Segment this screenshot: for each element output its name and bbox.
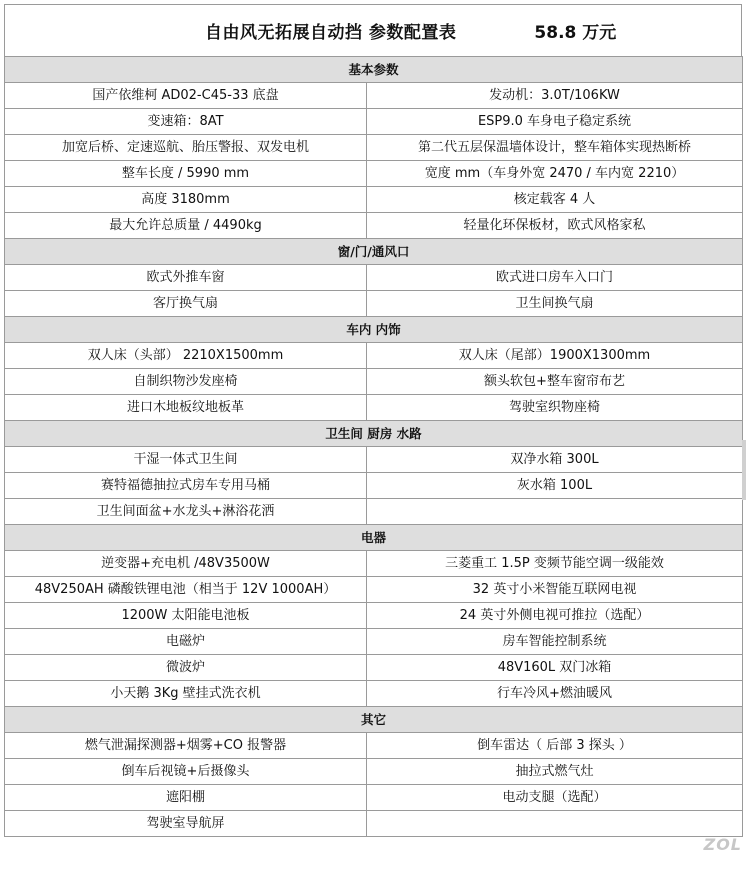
spec-cell-right: 三菱重工 1.5P 变频节能空调一级能效 xyxy=(367,551,743,577)
spec-cell-left: 加宽后桥、定速巡航、胎压警报、双发电机 xyxy=(5,135,367,161)
table-row xyxy=(5,369,743,395)
spec-cell-right: 倒车雷达（ 后部 3 探头 ） xyxy=(367,733,743,759)
table-row xyxy=(5,473,743,499)
table-row xyxy=(5,577,743,603)
section-title: 窗/门/通风口 xyxy=(5,239,743,265)
table-row xyxy=(5,343,743,369)
spec-sheet xyxy=(4,4,742,837)
spec-cell-right: 驾驶室织物座椅 xyxy=(367,395,743,421)
spec-cell-right: 双净水箱 300L xyxy=(367,447,743,473)
spec-cell-left: 变速箱：8AT xyxy=(5,109,367,135)
spec-cell-left: 微波炉 xyxy=(5,655,367,681)
spec-table xyxy=(4,56,743,837)
spec-cell-right: 宽度 mm（车身外宽 2470 / 车内宽 2210） xyxy=(367,161,743,187)
spec-cell-left: 自制织物沙发座椅 xyxy=(5,369,367,395)
section-title: 其它 xyxy=(5,707,743,733)
table-row xyxy=(5,499,743,525)
spec-cell-right: 32 英寸小米智能互联网电视 xyxy=(367,577,743,603)
spec-cell-right: 欧式进口房车入口门 xyxy=(367,265,743,291)
spec-cell-right: 灰水箱 100L xyxy=(367,473,743,499)
table-row xyxy=(5,265,743,291)
scrollbar[interactable] xyxy=(742,440,746,500)
spec-cell-left: 遮阳棚 xyxy=(5,785,367,811)
table-row xyxy=(5,291,743,317)
spec-cell-left: 小天鹅 3Kg 壁挂式洗衣机 xyxy=(5,681,367,707)
spec-cell-left: 整车长度 / 5990 mm xyxy=(5,161,367,187)
spec-cell-left: 高度 3180mm xyxy=(5,187,367,213)
section-header xyxy=(5,525,743,551)
table-row xyxy=(5,395,743,421)
spec-cell-left: 干湿一体式卫生间 xyxy=(5,447,367,473)
section-header xyxy=(5,57,743,83)
spec-cell-right xyxy=(367,811,743,837)
section-header xyxy=(5,421,743,447)
spec-cell-left: 双人床（头部） 2210X1500mm xyxy=(5,343,367,369)
spec-cell-right: 发动机：3.0T/106KW xyxy=(367,83,743,109)
spec-cell-left: 进口木地板纹地板革 xyxy=(5,395,367,421)
spec-cell-right: 24 英寸外侧电视可推拉（选配） xyxy=(367,603,743,629)
table-row xyxy=(5,213,743,239)
spec-cell-right: ESP9.0 车身电子稳定系统 xyxy=(367,109,743,135)
section-title: 车内 内饰 xyxy=(5,317,743,343)
table-row xyxy=(5,785,743,811)
spec-cell-right: 第二代五层保温墙体设计，整车箱体实现热断桥 xyxy=(367,135,743,161)
table-row xyxy=(5,603,743,629)
spec-cell-left: 48V250AH 磷酸铁锂电池（相当于 12V 1000AH） xyxy=(5,577,367,603)
spec-cell-left: 驾驶室导航屏 xyxy=(5,811,367,837)
table-row xyxy=(5,447,743,473)
spec-cell-left: 1200W 太阳能电池板 xyxy=(5,603,367,629)
spec-cell-right: 抽拉式燃气灶 xyxy=(367,759,743,785)
section-title: 基本参数 xyxy=(5,57,743,83)
table-row xyxy=(5,109,743,135)
spec-cell-right: 额头软包+整车窗帘布艺 xyxy=(367,369,743,395)
table-row xyxy=(5,655,743,681)
spec-cell-left: 燃气泄漏探测器+烟雾+CO 报警器 xyxy=(5,733,367,759)
spec-cell-right: 轻量化环保板材，欧式风格家私 xyxy=(367,213,743,239)
spec-cell-left: 倒车后视镜+后摄像头 xyxy=(5,759,367,785)
title-row xyxy=(4,4,742,56)
spec-cell-right: 房车智能控制系统 xyxy=(367,629,743,655)
table-row xyxy=(5,83,743,109)
table-row xyxy=(5,135,743,161)
table-row xyxy=(5,187,743,213)
spec-cell-left: 最大允许总质量 / 4490kg xyxy=(5,213,367,239)
watermark-logo: ZOL xyxy=(703,835,742,854)
spec-cell-right: 双人床（尾部）1900X1300mm xyxy=(367,343,743,369)
spec-cell-right: 核定载客 4 人 xyxy=(367,187,743,213)
spec-cell-right: 48V160L 双门冰箱 xyxy=(367,655,743,681)
section-header xyxy=(5,239,743,265)
spec-cell-right: 电动支腿（选配） xyxy=(367,785,743,811)
spec-cell-left: 电磁炉 xyxy=(5,629,367,655)
spec-cell-left: 国产依维柯 AD02-C45-33 底盘 xyxy=(5,83,367,109)
spec-cell-left: 赛特福德抽拉式房车专用马桶 xyxy=(5,473,367,499)
spec-cell-left: 卫生间面盆+水龙头+淋浴花洒 xyxy=(5,499,367,525)
table-row xyxy=(5,681,743,707)
section-header xyxy=(5,707,743,733)
table-row xyxy=(5,811,743,837)
table-row xyxy=(5,733,743,759)
spec-cell-left: 客厅换气扇 xyxy=(5,291,367,317)
section-title: 卫生间 厨房 水路 xyxy=(5,421,743,447)
section-header xyxy=(5,317,743,343)
table-row xyxy=(5,551,743,577)
spec-cell-right: 卫生间换气扇 xyxy=(367,291,743,317)
table-row xyxy=(5,629,743,655)
section-title: 电器 xyxy=(5,525,743,551)
table-row xyxy=(5,161,743,187)
spec-cell-left: 欧式外推车窗 xyxy=(5,265,367,291)
spec-cell-right: 行车冷风+燃油暖风 xyxy=(367,681,743,707)
table-row xyxy=(5,759,743,785)
page-title: 自由风无拓展自动挡 参数配置表 xyxy=(205,23,457,43)
price-label: 58.8 万元 xyxy=(534,23,617,43)
spec-cell-right xyxy=(367,499,743,525)
spec-cell-left: 逆变器+充电机 /48V3500W xyxy=(5,551,367,577)
